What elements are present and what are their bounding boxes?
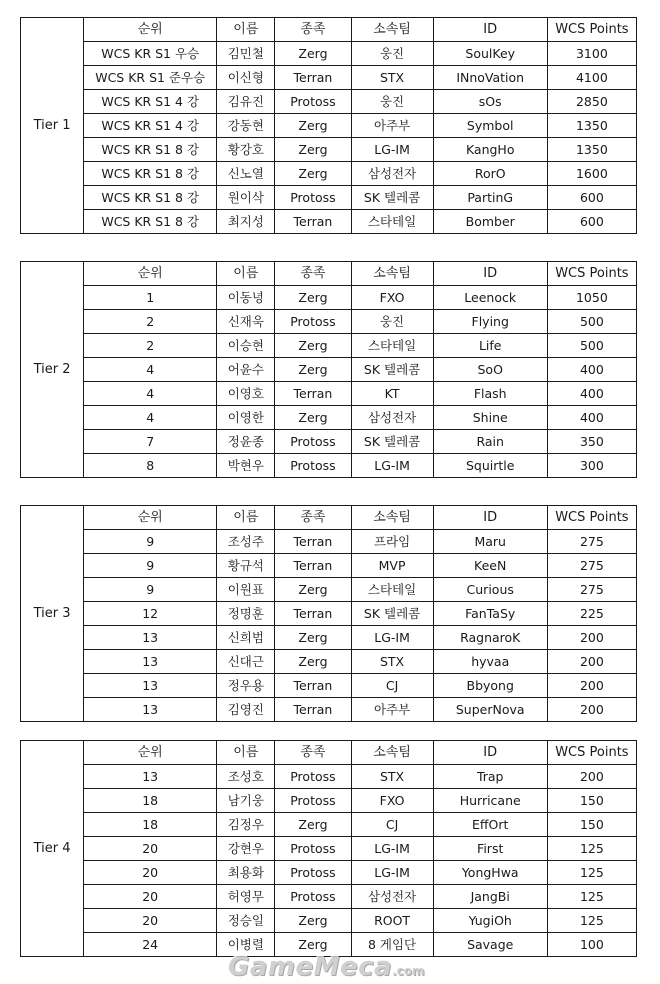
cell-race: Protoss bbox=[275, 789, 351, 813]
cell-team: 프라임 bbox=[351, 530, 433, 554]
cell-id: PartinG bbox=[433, 186, 547, 210]
cell-race: Protoss bbox=[275, 454, 351, 478]
table-row bbox=[21, 861, 637, 885]
cell-id: SuperNova bbox=[433, 698, 547, 722]
cell-id: KangHo bbox=[433, 138, 547, 162]
cell-team: SK 텔레콤 bbox=[351, 430, 433, 454]
cell-race: Terran bbox=[275, 66, 351, 90]
cell-rank: 13 bbox=[84, 765, 217, 789]
cell-rank: WCS KR S1 8 강 bbox=[84, 162, 217, 186]
table-row bbox=[21, 530, 637, 554]
cell-name: 최용화 bbox=[217, 861, 275, 885]
table-row bbox=[21, 406, 637, 430]
cell-race: Zerg bbox=[275, 650, 351, 674]
cell-team: STX bbox=[351, 765, 433, 789]
cell-rank: 4 bbox=[84, 382, 217, 406]
cell-rank: 1 bbox=[84, 286, 217, 310]
cell-points: 350 bbox=[547, 430, 636, 454]
cell-race: Zerg bbox=[275, 578, 351, 602]
table-row bbox=[21, 382, 637, 406]
tier-label: Tier 3 bbox=[21, 506, 84, 722]
tier-label: Tier 1 bbox=[21, 18, 84, 234]
cell-race: Protoss bbox=[275, 90, 351, 114]
column-header-rank: 순위 bbox=[84, 18, 217, 42]
cell-team: KT bbox=[351, 382, 433, 406]
cell-race: Zerg bbox=[275, 406, 351, 430]
table-row bbox=[21, 626, 637, 650]
cell-points: 400 bbox=[547, 406, 636, 430]
cell-points: 500 bbox=[547, 310, 636, 334]
cell-points: 1600 bbox=[547, 162, 636, 186]
table-row bbox=[21, 602, 637, 626]
cell-rank: 4 bbox=[84, 406, 217, 430]
column-header-name: 이름 bbox=[217, 262, 275, 286]
cell-rank: 18 bbox=[84, 789, 217, 813]
cell-rank: 13 bbox=[84, 698, 217, 722]
table-row bbox=[21, 885, 637, 909]
cell-points: 125 bbox=[547, 837, 636, 861]
cell-race: Zerg bbox=[275, 358, 351, 382]
cell-name: 신재욱 bbox=[217, 310, 275, 334]
cell-name: 신대근 bbox=[217, 650, 275, 674]
cell-rank: WCS KR S1 8 강 bbox=[84, 210, 217, 234]
column-header-team: 소속팀 bbox=[351, 741, 433, 765]
column-header-team: 소속팀 bbox=[351, 262, 433, 286]
table-row bbox=[21, 554, 637, 578]
cell-name: 이신형 bbox=[217, 66, 275, 90]
cell-rank: WCS KR S1 4 강 bbox=[84, 114, 217, 138]
column-header-name: 이름 bbox=[217, 741, 275, 765]
cell-race: Zerg bbox=[275, 933, 351, 957]
cell-points: 150 bbox=[547, 789, 636, 813]
cell-team: 삼성전자 bbox=[351, 162, 433, 186]
cell-team: LG-IM bbox=[351, 454, 433, 478]
table-row bbox=[21, 114, 637, 138]
table-row bbox=[21, 789, 637, 813]
cell-id: First bbox=[433, 837, 547, 861]
cell-rank: WCS KR S1 8 강 bbox=[84, 138, 217, 162]
cell-name: 이영호 bbox=[217, 382, 275, 406]
cell-points: 1350 bbox=[547, 114, 636, 138]
cell-points: 125 bbox=[547, 885, 636, 909]
column-header-team: 소속팀 bbox=[351, 506, 433, 530]
cell-name: 이동녕 bbox=[217, 286, 275, 310]
table-row bbox=[21, 358, 637, 382]
table-row bbox=[21, 578, 637, 602]
cell-name: 이병렬 bbox=[217, 933, 275, 957]
tier-label: Tier 2 bbox=[21, 262, 84, 478]
cell-race: Protoss bbox=[275, 885, 351, 909]
table-row bbox=[21, 210, 637, 234]
cell-race: Terran bbox=[275, 602, 351, 626]
cell-name: 박현우 bbox=[217, 454, 275, 478]
cell-team: MVP bbox=[351, 554, 433, 578]
cell-id: sOs bbox=[433, 90, 547, 114]
cell-id: hyvaa bbox=[433, 650, 547, 674]
header-row bbox=[21, 18, 637, 42]
cell-team: 웅진 bbox=[351, 42, 433, 66]
cell-race: Protoss bbox=[275, 430, 351, 454]
column-header-points: WCS Points bbox=[547, 262, 636, 286]
cell-rank: 20 bbox=[84, 885, 217, 909]
table-row bbox=[21, 310, 637, 334]
cell-rank: 18 bbox=[84, 813, 217, 837]
cell-id: RagnaroK bbox=[433, 626, 547, 650]
cell-rank: 7 bbox=[84, 430, 217, 454]
cell-rank: 8 bbox=[84, 454, 217, 478]
table-row bbox=[21, 334, 637, 358]
cell-id: Curious bbox=[433, 578, 547, 602]
cell-race: Terran bbox=[275, 554, 351, 578]
cell-team: 아주부 bbox=[351, 698, 433, 722]
column-header-rank: 순위 bbox=[84, 506, 217, 530]
cell-name: 김영진 bbox=[217, 698, 275, 722]
header-row bbox=[21, 741, 637, 765]
column-header-points: WCS Points bbox=[547, 18, 636, 42]
cell-id: Savage bbox=[433, 933, 547, 957]
cell-points: 200 bbox=[547, 650, 636, 674]
cell-rank: 13 bbox=[84, 626, 217, 650]
column-header-rank: 순위 bbox=[84, 741, 217, 765]
cell-id: Shine bbox=[433, 406, 547, 430]
column-header-name: 이름 bbox=[217, 18, 275, 42]
cell-team: 스타테일 bbox=[351, 578, 433, 602]
cell-points: 3100 bbox=[547, 42, 636, 66]
cell-points: 200 bbox=[547, 765, 636, 789]
cell-rank: 4 bbox=[84, 358, 217, 382]
cell-race: Zerg bbox=[275, 138, 351, 162]
cell-points: 200 bbox=[547, 626, 636, 650]
column-header-points: WCS Points bbox=[547, 741, 636, 765]
cell-team: 웅진 bbox=[351, 90, 433, 114]
tier-table bbox=[20, 740, 637, 957]
cell-id: Squirtle bbox=[433, 454, 547, 478]
table-row bbox=[21, 454, 637, 478]
cell-race: Terran bbox=[275, 530, 351, 554]
cell-points: 125 bbox=[547, 861, 636, 885]
cell-name: 강동현 bbox=[217, 114, 275, 138]
cell-id: Hurricane bbox=[433, 789, 547, 813]
cell-name: 허영무 bbox=[217, 885, 275, 909]
cell-points: 600 bbox=[547, 186, 636, 210]
column-header-name: 이름 bbox=[217, 506, 275, 530]
cell-name: 신희범 bbox=[217, 626, 275, 650]
cell-points: 500 bbox=[547, 334, 636, 358]
column-header-team: 소속팀 bbox=[351, 18, 433, 42]
cell-team: FXO bbox=[351, 789, 433, 813]
cell-name: 원이삭 bbox=[217, 186, 275, 210]
cell-team: LG-IM bbox=[351, 138, 433, 162]
cell-team: CJ bbox=[351, 813, 433, 837]
cell-id: Life bbox=[433, 334, 547, 358]
cell-rank: 12 bbox=[84, 602, 217, 626]
table-row bbox=[21, 909, 637, 933]
cell-name: 최지성 bbox=[217, 210, 275, 234]
cell-team: SK 텔레콤 bbox=[351, 602, 433, 626]
table-row bbox=[21, 698, 637, 722]
cell-race: Protoss bbox=[275, 837, 351, 861]
cell-race: Zerg bbox=[275, 162, 351, 186]
cell-team: 아주부 bbox=[351, 114, 433, 138]
cell-id: Flying bbox=[433, 310, 547, 334]
cell-rank: WCS KR S1 8 강 bbox=[84, 186, 217, 210]
column-header-points: WCS Points bbox=[547, 506, 636, 530]
column-header-race: 종족 bbox=[275, 262, 351, 286]
cell-team: SK 텔레콤 bbox=[351, 186, 433, 210]
cell-name: 황규석 bbox=[217, 554, 275, 578]
cell-points: 600 bbox=[547, 210, 636, 234]
column-header-race: 종족 bbox=[275, 18, 351, 42]
cell-race: Protoss bbox=[275, 861, 351, 885]
cell-team: 웅진 bbox=[351, 310, 433, 334]
column-header-race: 종족 bbox=[275, 741, 351, 765]
table-row bbox=[21, 66, 637, 90]
gamemeca-watermark: GameMeca.com bbox=[228, 952, 425, 982]
tier-table bbox=[20, 505, 637, 722]
header-row bbox=[21, 506, 637, 530]
column-header-id: ID bbox=[433, 262, 547, 286]
cell-points: 275 bbox=[547, 530, 636, 554]
cell-id: YongHwa bbox=[433, 861, 547, 885]
cell-name: 이영한 bbox=[217, 406, 275, 430]
cell-name: 이원표 bbox=[217, 578, 275, 602]
cell-team: SK 텔레콤 bbox=[351, 358, 433, 382]
cell-team: 삼성전자 bbox=[351, 885, 433, 909]
table-row bbox=[21, 42, 637, 66]
cell-team: 삼성전자 bbox=[351, 406, 433, 430]
cell-team: 8 게임단 bbox=[351, 933, 433, 957]
cell-name: 황강호 bbox=[217, 138, 275, 162]
cell-team: LG-IM bbox=[351, 837, 433, 861]
cell-id: Symbol bbox=[433, 114, 547, 138]
column-header-id: ID bbox=[433, 506, 547, 530]
cell-race: Zerg bbox=[275, 334, 351, 358]
column-header-rank: 순위 bbox=[84, 262, 217, 286]
cell-name: 김유진 bbox=[217, 90, 275, 114]
column-header-id: ID bbox=[433, 741, 547, 765]
cell-race: Zerg bbox=[275, 909, 351, 933]
cell-points: 125 bbox=[547, 909, 636, 933]
cell-points: 200 bbox=[547, 698, 636, 722]
cell-race: Terran bbox=[275, 674, 351, 698]
cell-id: EffOrt bbox=[433, 813, 547, 837]
cell-id: INnoVation bbox=[433, 66, 547, 90]
cell-points: 2850 bbox=[547, 90, 636, 114]
cell-race: Terran bbox=[275, 382, 351, 406]
cell-team: CJ bbox=[351, 674, 433, 698]
cell-race: Terran bbox=[275, 210, 351, 234]
cell-points: 1050 bbox=[547, 286, 636, 310]
cell-name: 조성호 bbox=[217, 765, 275, 789]
cell-race: Zerg bbox=[275, 626, 351, 650]
cell-rank: 9 bbox=[84, 530, 217, 554]
cell-race: Terran bbox=[275, 698, 351, 722]
cell-points: 100 bbox=[547, 933, 636, 957]
cell-rank: 20 bbox=[84, 909, 217, 933]
cell-points: 300 bbox=[547, 454, 636, 478]
cell-points: 400 bbox=[547, 358, 636, 382]
cell-team: 스타테일 bbox=[351, 210, 433, 234]
cell-team: STX bbox=[351, 66, 433, 90]
cell-name: 어윤수 bbox=[217, 358, 275, 382]
cell-points: 200 bbox=[547, 674, 636, 698]
cell-name: 김민철 bbox=[217, 42, 275, 66]
table-row bbox=[21, 650, 637, 674]
cell-name: 강현우 bbox=[217, 837, 275, 861]
cell-id: Trap bbox=[433, 765, 547, 789]
cell-race: Protoss bbox=[275, 186, 351, 210]
cell-name: 정우용 bbox=[217, 674, 275, 698]
cell-id: Bbyong bbox=[433, 674, 547, 698]
cell-points: 400 bbox=[547, 382, 636, 406]
cell-team: FXO bbox=[351, 286, 433, 310]
table-row bbox=[21, 162, 637, 186]
cell-points: 150 bbox=[547, 813, 636, 837]
cell-points: 4100 bbox=[547, 66, 636, 90]
cell-rank: 13 bbox=[84, 650, 217, 674]
cell-rank: 9 bbox=[84, 578, 217, 602]
cell-name: 남기웅 bbox=[217, 789, 275, 813]
table-row bbox=[21, 837, 637, 861]
cell-id: RorO bbox=[433, 162, 547, 186]
tier-table bbox=[20, 17, 637, 234]
table-row bbox=[21, 286, 637, 310]
table-row bbox=[21, 90, 637, 114]
cell-name: 김정우 bbox=[217, 813, 275, 837]
table-row bbox=[21, 765, 637, 789]
cell-race: Protoss bbox=[275, 765, 351, 789]
cell-name: 이승현 bbox=[217, 334, 275, 358]
cell-id: Flash bbox=[433, 382, 547, 406]
cell-name: 조성주 bbox=[217, 530, 275, 554]
cell-points: 1350 bbox=[547, 138, 636, 162]
cell-rank: 20 bbox=[84, 861, 217, 885]
table-row bbox=[21, 813, 637, 837]
cell-id: FanTaSy bbox=[433, 602, 547, 626]
table-row bbox=[21, 430, 637, 454]
cell-id: SoulKey bbox=[433, 42, 547, 66]
cell-points: 225 bbox=[547, 602, 636, 626]
cell-team: 스타테일 bbox=[351, 334, 433, 358]
table-row bbox=[21, 186, 637, 210]
table-row bbox=[21, 138, 637, 162]
cell-rank: 2 bbox=[84, 334, 217, 358]
cell-id: KeeN bbox=[433, 554, 547, 578]
cell-id: YugiOh bbox=[433, 909, 547, 933]
cell-name: 신노열 bbox=[217, 162, 275, 186]
header-row bbox=[21, 262, 637, 286]
cell-race: Zerg bbox=[275, 114, 351, 138]
cell-race: Zerg bbox=[275, 286, 351, 310]
tier-table bbox=[20, 261, 637, 478]
cell-id: Bomber bbox=[433, 210, 547, 234]
cell-name: 정승일 bbox=[217, 909, 275, 933]
cell-points: 275 bbox=[547, 554, 636, 578]
column-header-race: 종족 bbox=[275, 506, 351, 530]
cell-rank: WCS KR S1 4 강 bbox=[84, 90, 217, 114]
cell-id: Maru bbox=[433, 530, 547, 554]
cell-team: LG-IM bbox=[351, 861, 433, 885]
cell-name: 정윤종 bbox=[217, 430, 275, 454]
cell-rank: 2 bbox=[84, 310, 217, 334]
cell-rank: WCS KR S1 준우승 bbox=[84, 66, 217, 90]
cell-rank: 24 bbox=[84, 933, 217, 957]
cell-team: STX bbox=[351, 650, 433, 674]
cell-rank: 9 bbox=[84, 554, 217, 578]
cell-id: Rain bbox=[433, 430, 547, 454]
tier-label: Tier 4 bbox=[21, 741, 84, 957]
cell-race: Zerg bbox=[275, 42, 351, 66]
cell-points: 275 bbox=[547, 578, 636, 602]
cell-rank: 20 bbox=[84, 837, 217, 861]
cell-team: LG-IM bbox=[351, 626, 433, 650]
table-row bbox=[21, 674, 637, 698]
cell-name: 정명훈 bbox=[217, 602, 275, 626]
column-header-id: ID bbox=[433, 18, 547, 42]
cell-id: JangBi bbox=[433, 885, 547, 909]
cell-race: Protoss bbox=[275, 310, 351, 334]
cell-rank: WCS KR S1 우승 bbox=[84, 42, 217, 66]
cell-id: Leenock bbox=[433, 286, 547, 310]
cell-race: Zerg bbox=[275, 813, 351, 837]
cell-team: ROOT bbox=[351, 909, 433, 933]
cell-rank: 13 bbox=[84, 674, 217, 698]
cell-id: SoO bbox=[433, 358, 547, 382]
